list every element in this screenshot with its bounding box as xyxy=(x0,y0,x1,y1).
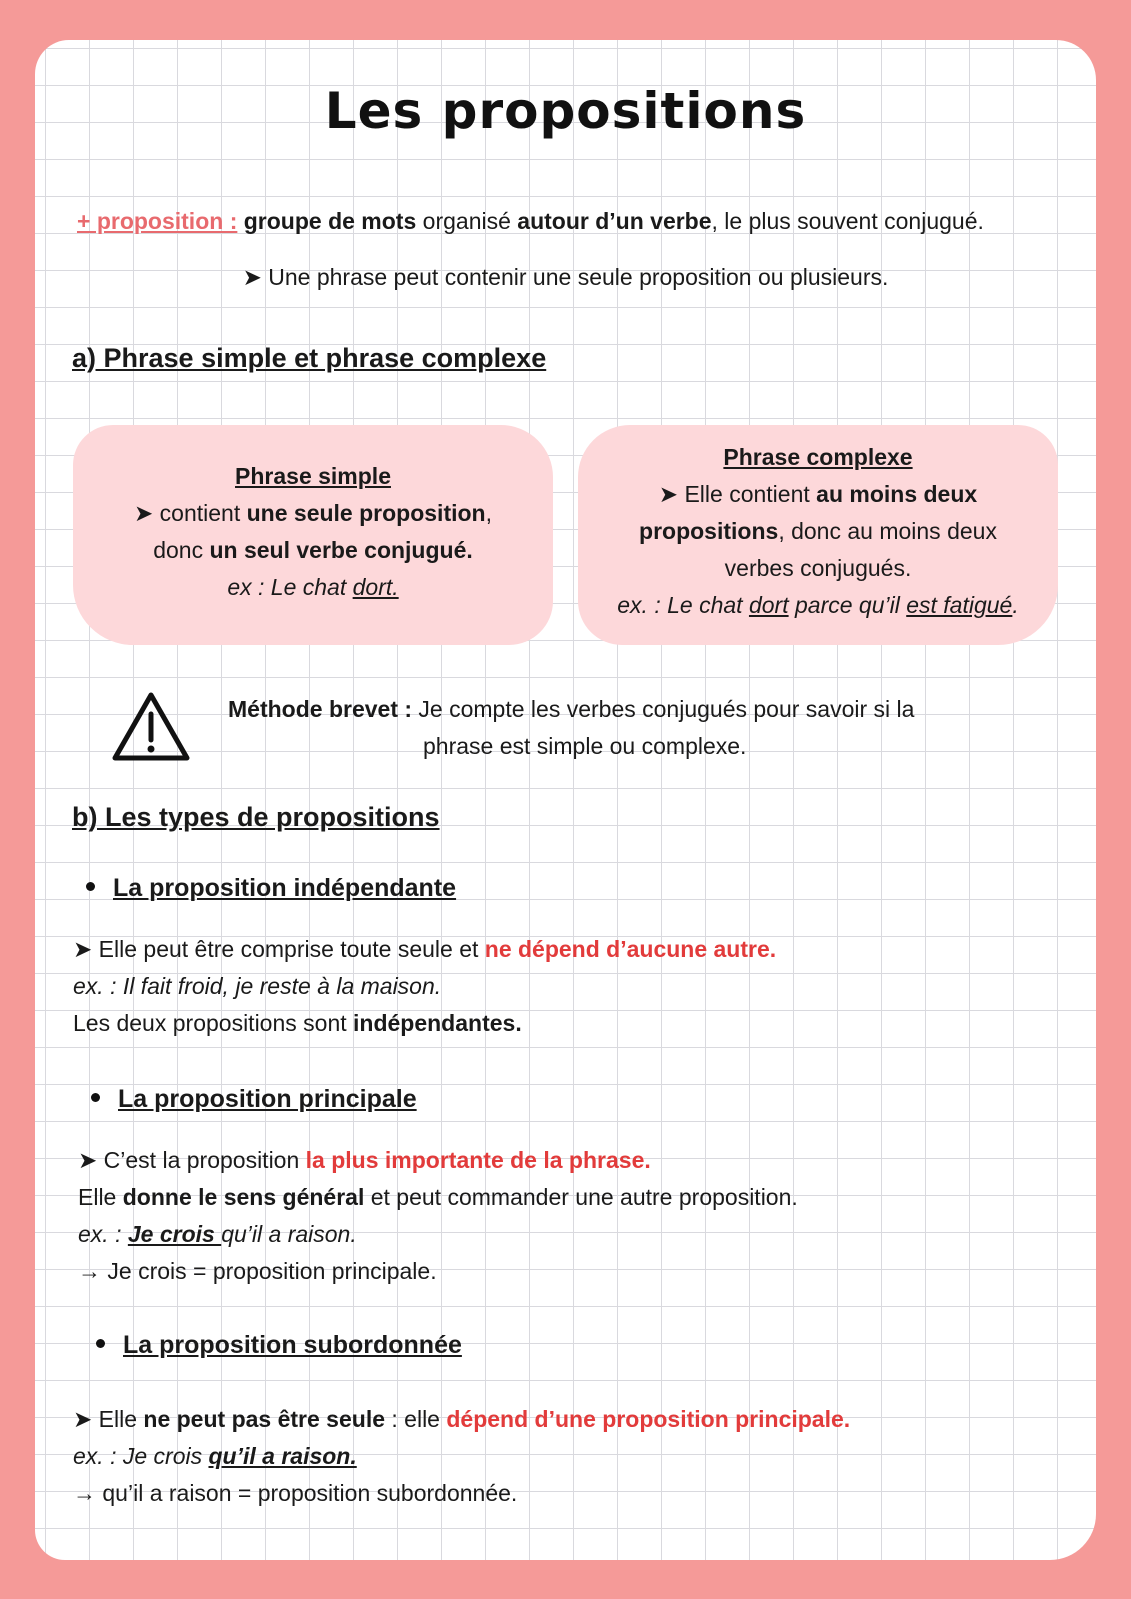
subordonnee-title-text: La proposition subordonnée xyxy=(123,1331,462,1359)
definition-rest: , le plus souvent conjugué. xyxy=(711,208,984,234)
page-title: Les propositions xyxy=(324,82,807,140)
section-b-heading: b) Les types de propositions xyxy=(72,802,440,832)
complexe-l2-post: , donc au moins deux xyxy=(778,518,997,544)
phrase-complexe-title: Phrase complexe xyxy=(723,444,913,470)
method-label: Méthode brevet : xyxy=(228,696,413,722)
simple-l2-pre: donc xyxy=(153,537,210,563)
principale-line1 xyxy=(78,1145,651,1175)
phrase-complexe-line1 xyxy=(578,476,1058,513)
complexe-l2-bold: propositions xyxy=(639,518,779,544)
complexe-ex-end: . xyxy=(1012,592,1019,618)
complexe-l1-pre: ➤ Elle contient xyxy=(658,481,817,507)
subordonnee-ex-pre: ex. : Je crois xyxy=(73,1443,209,1469)
bullet-icon xyxy=(91,1093,100,1102)
independante-line3 xyxy=(73,1008,522,1038)
simple-l2-bold: un seul verbe conjugué. xyxy=(209,537,473,563)
complexe-ex-pre: ex. : Le chat xyxy=(617,592,749,618)
phrase-simple-line1 xyxy=(73,495,553,532)
independante-l3-bold: indépendantes. xyxy=(353,1010,522,1036)
principale-line4: → Je crois = proposition principale. xyxy=(78,1258,437,1284)
subordonnee-l1-bold: ne peut pas être seule xyxy=(143,1406,385,1432)
subordonnee-ex-emph: qu’il a raison. xyxy=(208,1443,357,1469)
subordonnee-title xyxy=(96,1331,462,1360)
definition-label: + proposition : xyxy=(77,208,238,234)
complexe-ex-verb1: dort xyxy=(748,592,789,618)
independante-l1-pre: ➤ Elle peut être comprise toute seule et xyxy=(73,936,485,962)
independante-line1 xyxy=(73,934,776,964)
subordonnee-l1-pre: ➤ Elle xyxy=(73,1406,144,1432)
principale-ex-pre: ex. : xyxy=(78,1221,128,1247)
bullet-icon xyxy=(96,1339,105,1348)
principale-l2-pre: Elle xyxy=(78,1184,123,1210)
phrase-simple-title: Phrase simple xyxy=(235,463,391,489)
method-text: Je compte les verbes conjugués pour savoir si la xyxy=(412,696,915,722)
phrase-complexe-example xyxy=(578,587,1058,624)
phrase-simple-line2 xyxy=(73,532,553,569)
phrase-simple-box xyxy=(73,425,553,645)
simple-l1-bold: une seule proposition xyxy=(246,500,486,526)
definition-text: organisé xyxy=(416,208,518,234)
principale-l1-red: la plus importante de la phrase. xyxy=(305,1147,651,1173)
principale-line2 xyxy=(78,1182,798,1212)
principale-l2-bold: donne le sens général xyxy=(122,1184,365,1210)
subordonnee-example xyxy=(73,1441,357,1471)
independante-title xyxy=(86,874,456,903)
subordonnee-l1-red: dépend d’une proposition principale. xyxy=(446,1406,851,1432)
simple-ex-verb: dort. xyxy=(352,574,399,600)
simple-l1-post: , xyxy=(485,500,492,526)
intro-note: ➤ Une phrase peut contenir une seule proposition ou plusieurs. xyxy=(242,264,889,290)
phrase-simple-example xyxy=(73,569,553,606)
independante-title-text: La proposition indépendante xyxy=(113,874,457,902)
principale-ex-emph: Je crois xyxy=(127,1221,222,1247)
bullet-icon xyxy=(86,882,95,891)
method-line1 xyxy=(228,694,914,724)
principale-title xyxy=(91,1085,417,1114)
subordonnee-line3: → qu’il a raison = proposition subordonnée. xyxy=(73,1480,518,1506)
phrase-complexe-line2 xyxy=(578,513,1058,550)
section-a-heading: a) Phrase simple et phrase complexe xyxy=(72,343,547,373)
complexe-ex-verb2: est fatigué xyxy=(906,592,1013,618)
simple-l1-pre: ➤ contient xyxy=(134,500,247,526)
definition-line xyxy=(77,206,984,236)
complexe-ex-mid: parce qu’il xyxy=(788,592,907,618)
definition-bold: autour d’un verbe xyxy=(517,208,712,234)
principale-l1-pre: ➤ C’est la proposition xyxy=(78,1147,306,1173)
complexe-l1-bold: au moins deux xyxy=(816,481,978,507)
subordonnee-line1 xyxy=(73,1404,850,1434)
principale-l2-post: et peut commander une autre proposition. xyxy=(364,1184,798,1210)
phrase-complexe-line3: verbes conjugués. xyxy=(724,555,912,581)
principale-title-text: La proposition principale xyxy=(118,1085,417,1113)
principale-example xyxy=(78,1219,357,1249)
principale-ex-post: qu’il a raison. xyxy=(221,1221,357,1247)
method-line2: phrase est simple ou complexe. xyxy=(423,733,747,759)
phrase-complexe-box xyxy=(578,425,1058,645)
definition-term: groupe de mots xyxy=(243,208,417,234)
independante-example: ex. : Il fait froid, je reste à la maison. xyxy=(73,973,442,999)
subordonnee-l1-mid: : elle xyxy=(385,1406,447,1432)
simple-ex-pre: ex : Le chat xyxy=(227,574,353,600)
independante-l1-red: ne dépend d’aucune autre. xyxy=(484,936,777,962)
warning-triangle-icon xyxy=(110,690,192,764)
independante-l3-pre: Les deux propositions sont xyxy=(73,1010,354,1036)
